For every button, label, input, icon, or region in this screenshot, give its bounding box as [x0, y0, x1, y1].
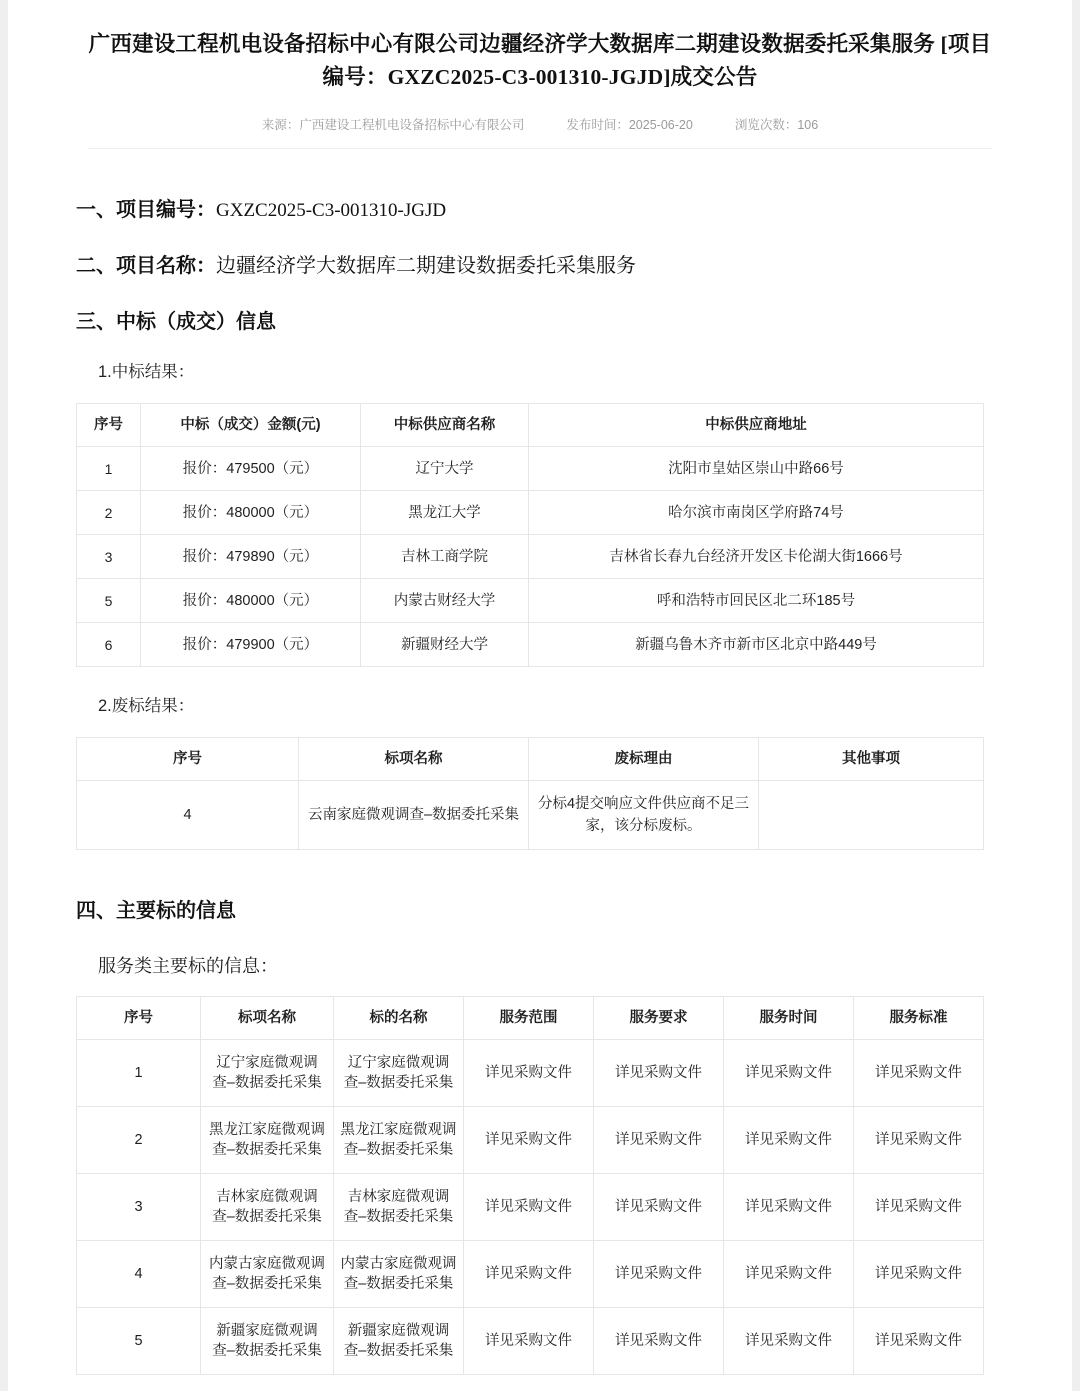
- cell-address: 呼和浩特市回民区北二环185号: [529, 579, 984, 623]
- document-body: [8, 195, 1072, 1391]
- meta-views-value: 106: [797, 118, 819, 132]
- document-header: [8, 0, 1072, 149]
- cell-object-name: 吉林家庭微观调查–数据委托采集: [334, 1174, 464, 1241]
- cell-service-scope: 详见采购文件: [464, 1107, 594, 1174]
- cell-address: 沈阳市皇姑区崇山中路66号: [529, 447, 984, 491]
- col-header-service-requirement: 服务要求: [594, 997, 724, 1040]
- cell-address: 哈尔滨市南岗区学府路74号: [529, 491, 984, 535]
- service-subject-label: 服务类主要标的信息：: [98, 956, 278, 976]
- cell-service-standard: 详见采购文件: [854, 1241, 984, 1308]
- cell-supplier: 辽宁大学: [361, 447, 529, 491]
- cell-service-scope: 详见采购文件: [464, 1040, 594, 1107]
- cell-no: 1: [77, 1040, 201, 1107]
- cell-supplier: 新疆财经大学: [361, 623, 529, 667]
- table-row: [77, 1174, 984, 1241]
- failed-result-label: 2.废标结果：: [98, 697, 195, 715]
- cell-item-name: 新疆家庭微观调查–数据委托采集: [201, 1308, 334, 1375]
- cell-item-name: 云南家庭微观调查–数据委托采集: [299, 781, 529, 850]
- meta-source-label: 来源：: [261, 118, 300, 132]
- cell-supplier: 内蒙古财经大学: [361, 579, 529, 623]
- cell-amount: 报价：480000（元）: [141, 491, 361, 535]
- section-main-subject: [76, 896, 1004, 926]
- meta-publish-value: 2025-06-20: [628, 118, 693, 132]
- award-result-table: [76, 403, 984, 667]
- cell-service-requirement: 详见采购文件: [594, 1107, 724, 1174]
- cell-no: 3: [77, 535, 141, 579]
- cell-item-name: 吉林家庭微观调查–数据委托采集: [201, 1174, 334, 1241]
- cell-service-time: 详见采购文件: [724, 1241, 854, 1308]
- table-header-row: [77, 738, 984, 781]
- table-row: [77, 579, 984, 623]
- table-row: [77, 1241, 984, 1308]
- project-name-value: 边疆经济学大数据库二期建设数据委托采集服务: [216, 255, 636, 277]
- col-header-address: 中标供应商地址: [529, 404, 984, 447]
- col-header-service-time: 服务时间: [724, 997, 854, 1040]
- cell-address: 吉林省长春九台经济开发区卡伦湖大街1666号: [529, 535, 984, 579]
- cell-service-standard: 详见采购文件: [854, 1040, 984, 1107]
- meta-source-value: 广西建设工程机电设备招标中心有限公司: [299, 118, 525, 132]
- cell-service-time: 详见采购文件: [724, 1040, 854, 1107]
- col-header-no: 序号: [77, 404, 141, 447]
- bottom-spacer: [76, 1375, 1004, 1391]
- cell-no: 1: [77, 447, 141, 491]
- cell-amount: 报价：479500（元）: [141, 447, 361, 491]
- cell-amount: 报价：480000（元）: [141, 579, 361, 623]
- col-header-no: 序号: [77, 997, 201, 1040]
- cell-supplier: 吉林工商学院: [361, 535, 529, 579]
- cell-service-scope: 详见采购文件: [464, 1174, 594, 1241]
- meta-views-label: 浏览次数：: [734, 118, 798, 132]
- section-main-subject-seq: 四、: [76, 900, 116, 922]
- cell-no: 3: [77, 1174, 201, 1241]
- cell-no: 6: [77, 623, 141, 667]
- table-header-row: [77, 997, 984, 1040]
- col-header-other: 其他事项: [759, 738, 984, 781]
- cell-service-scope: 详见采购文件: [464, 1241, 594, 1308]
- table-row: [77, 1308, 984, 1375]
- col-header-reason: 废标理由: [529, 738, 759, 781]
- table-row: [77, 1040, 984, 1107]
- cell-service-requirement: 详见采购文件: [594, 1174, 724, 1241]
- col-header-service-standard: 服务标准: [854, 997, 984, 1040]
- meta-views: [735, 116, 818, 134]
- failed-result-table: [76, 737, 984, 850]
- col-header-object-name: 标的名称: [334, 997, 464, 1040]
- award-result-label: 1.中标结果：: [98, 363, 195, 381]
- section-project-number: [76, 195, 1004, 226]
- cell-amount: 报价：479890（元）: [141, 535, 361, 579]
- cell-no: 5: [77, 1308, 201, 1375]
- cell-service-time: 详见采购文件: [724, 1107, 854, 1174]
- cell-object-name: 新疆家庭微观调查–数据委托采集: [334, 1308, 464, 1375]
- cell-item-name: 内蒙古家庭微观调查–数据委托采集: [201, 1241, 334, 1308]
- table-row: [77, 781, 984, 850]
- cell-service-time: 详见采购文件: [724, 1174, 854, 1241]
- cell-service-requirement: 详见采购文件: [594, 1308, 724, 1375]
- col-header-service-scope: 服务范围: [464, 997, 594, 1040]
- cell-no: 4: [77, 781, 299, 850]
- cell-service-time: 详见采购文件: [724, 1308, 854, 1375]
- cell-service-standard: 详见采购文件: [854, 1174, 984, 1241]
- cell-service-standard: 详见采购文件: [854, 1308, 984, 1375]
- section-project-name: [76, 251, 1004, 281]
- table-row: [77, 1107, 984, 1174]
- cell-address: 新疆乌鲁木齐市新市区北京中路449号: [529, 623, 984, 667]
- subject-info-table: [76, 996, 984, 1375]
- cell-object-name: 内蒙古家庭微观调查–数据委托采集: [334, 1241, 464, 1308]
- cell-item-name: 辽宁家庭微观调查–数据委托采集: [201, 1040, 334, 1107]
- cell-no: 5: [77, 579, 141, 623]
- section-project-number-seq: 一、: [76, 199, 116, 221]
- meta-source: [262, 116, 525, 134]
- meta-publish-time: [566, 116, 692, 134]
- section-project-number-label: 项目编号：: [116, 199, 216, 221]
- document-meta: [76, 116, 1004, 148]
- cell-object-name: 辽宁家庭微观调查–数据委托采集: [334, 1040, 464, 1107]
- cell-service-scope: 详见采购文件: [464, 1308, 594, 1375]
- section-award-info: [76, 307, 1004, 337]
- table-row: [77, 535, 984, 579]
- table-row: [77, 447, 984, 491]
- col-header-amount: 中标（成交）金额(元): [141, 404, 361, 447]
- cell-service-requirement: 详见采购文件: [594, 1040, 724, 1107]
- cell-reason: 分标4提交响应文件供应商不足三家，该分标废标。: [529, 781, 759, 850]
- meta-publish-label: 发布时间：: [566, 118, 629, 132]
- cell-no: 2: [77, 1107, 201, 1174]
- col-header-no: 序号: [77, 738, 299, 781]
- announcement-page: [8, 0, 1072, 1391]
- section-project-name-label: 项目名称：: [116, 255, 216, 277]
- table-row: [77, 491, 984, 535]
- section-award-info-label: 中标（成交）信息: [116, 311, 276, 333]
- cell-item-name: 黑龙江家庭微观调查–数据委托采集: [201, 1107, 334, 1174]
- project-number-value: GXZC2025-C3-001310-JGJD: [216, 200, 447, 221]
- table-row: [77, 623, 984, 667]
- cell-no: 4: [77, 1241, 201, 1308]
- cell-object-name: 黑龙江家庭微观调查–数据委托采集: [334, 1107, 464, 1174]
- col-header-supplier: 中标供应商名称: [361, 404, 529, 447]
- col-header-item-name: 标项名称: [299, 738, 529, 781]
- section-main-subject-label: 主要标的信息: [116, 900, 236, 922]
- cell-other: [759, 781, 984, 850]
- page-title: 广西建设工程机电设备招标中心有限公司边疆经济学大数据库二期建设数据委托采集服务 [项目编号：GXZC2025-C3-001310-JGJD]成交公告: [88, 32, 992, 89]
- section-project-name-seq: 二、: [76, 255, 116, 277]
- cell-service-requirement: 详见采购文件: [594, 1241, 724, 1308]
- table-header-row: [77, 404, 984, 447]
- col-header-item-name: 标项名称: [201, 997, 334, 1040]
- cell-service-standard: 详见采购文件: [854, 1107, 984, 1174]
- header-divider: [88, 148, 992, 149]
- cell-amount: 报价：479900（元）: [141, 623, 361, 667]
- section-award-info-seq: 三、: [76, 311, 116, 333]
- cell-no: 2: [77, 491, 141, 535]
- cell-supplier: 黑龙江大学: [361, 491, 529, 535]
